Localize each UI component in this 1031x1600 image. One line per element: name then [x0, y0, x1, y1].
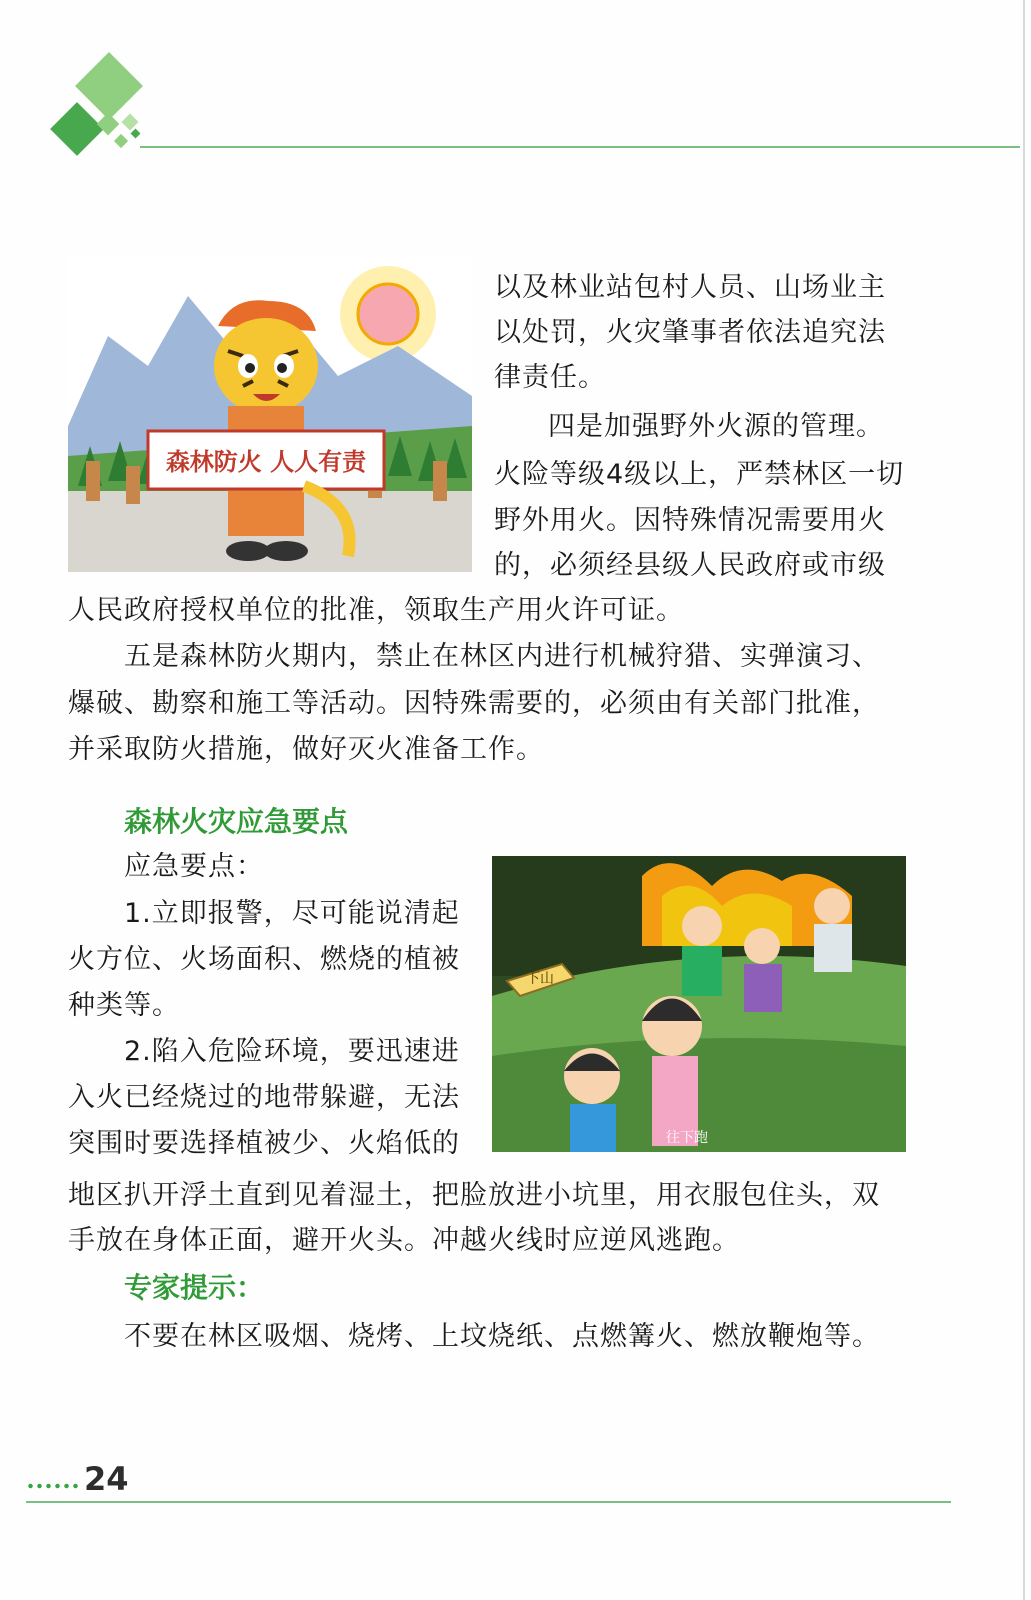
text-line: 火方位、火场面积、燃烧的植被 [68, 944, 460, 975]
page-number: 24 [84, 1460, 129, 1498]
forest-fire-escape-illustration [492, 856, 906, 1152]
tiger-ranger-illustration [68, 256, 472, 572]
sign-down-text: 下山 [526, 971, 554, 987]
footer-rule [26, 1501, 951, 1503]
text-line: 以及林业站包村人员、山场业主 [494, 272, 886, 303]
text-line: 四是加强野外火源的管理。 [548, 411, 884, 442]
page-edge [1023, 0, 1025, 1600]
text-line: 律责任。 [494, 362, 606, 393]
text-line: 地区扒开浮土直到见着湿土，把脸放进小坑里，用衣服包住头，双 [68, 1180, 880, 1211]
text-line: 种类等。 [68, 990, 180, 1021]
section-title: 森林火灾应急要点 [124, 805, 349, 838]
expert-tip-title: 专家提示： [124, 1271, 265, 1304]
footer-dots [26, 1483, 78, 1489]
text-line: 野外用火。因特殊情况需要用火 [494, 505, 886, 536]
text-line: 并采取防火措施，做好灭火准备工作。 [68, 734, 544, 765]
sign-run-text: 往下跑 [666, 1130, 708, 1146]
text-line: 火险等级4级以上，严禁林区一切 [494, 459, 905, 490]
header-rule [140, 146, 1020, 148]
expert-tip-text: 不要在林区吸烟、烧烤、上坟烧纸、点燃篝火、燃放鞭炮等。 [124, 1321, 880, 1352]
text-line: 入火已经烧过的地带躲避，无法 [68, 1082, 460, 1113]
text-line: 2.陷入危险环境，要迅速进 [124, 1036, 460, 1067]
text-line: 手放在身体正面，避开火头。冲越火线时应逆风逃跑。 [68, 1225, 740, 1256]
text-line: 爆破、勘察和施工等活动。因特殊需要的，必须由有关部门批准， [68, 688, 880, 719]
text-line: 五是森林防火期内，禁止在林区内进行机械狩猎、实弹演习、 [124, 641, 880, 672]
banner-text: 森林防火 人人有责 [165, 448, 367, 476]
text-line: 人民政府授权单位的批准，领取生产用火许可证。 [68, 595, 684, 626]
text-line: 以处罚，火灾肇事者依法追究法 [494, 317, 886, 348]
text-line: 的，必须经县级人民政府或市级 [494, 550, 886, 581]
text-line: 1.立即报警，尽可能说清起 [124, 898, 460, 929]
text-line: 应急要点： [124, 851, 264, 882]
text-line: 突围时要选择植被少、火焰低的 [68, 1128, 460, 1159]
